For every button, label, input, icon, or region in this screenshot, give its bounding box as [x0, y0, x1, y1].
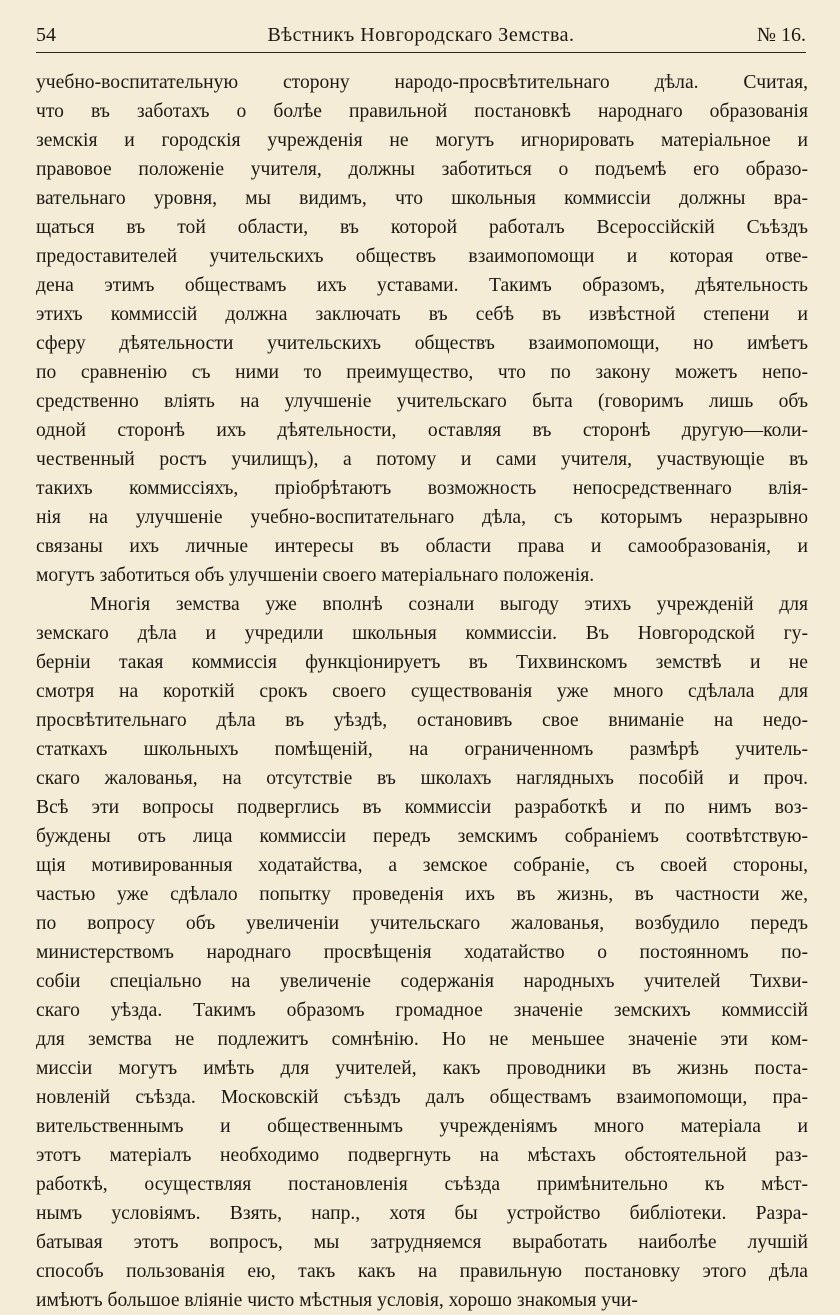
text-line: буждены отъ лица коммиссіи передъ земскимъ собраніемъ соотвѣтствую-	[36, 826, 808, 847]
text-line: нымъ условіямъ. Взять, напр., хотя бы устройство библіотеки. Разра-	[36, 1203, 808, 1224]
text-line: сферу дѣятельности учительскихъ обществъ взаимопомощи, но имѣетъ	[36, 333, 808, 354]
issue-number: № 16.	[756, 24, 806, 46]
text-line: щаться въ той области, въ которой работалъ Всероссійскій Съѣздъ	[36, 217, 808, 238]
text-line: работкѣ, осуществляя постановленія съѣзда примѣнительно къ мѣст-	[36, 1174, 808, 1195]
text-line: для земства не подлежитъ сомнѣнію. Но не меньшее значеніе эти ком-	[36, 1029, 808, 1050]
text-line: вительственнымъ и общественнымъ учрежденіямъ много матеріала и	[36, 1116, 808, 1137]
text-line: могутъ заботиться объ улучшеніи своего матеріальнаго положенія.	[36, 565, 595, 586]
text-line: земскаго дѣла и учредили школьныя коммиссіи. Въ Новгородской гу-	[36, 623, 808, 644]
text-line: что въ заботахъ о болѣе правильной постановкѣ народнаго образованія	[36, 101, 808, 122]
text-line: по вопросу объ увеличеніи учительскаго жалованья, возбудило передъ	[36, 913, 808, 934]
text-line: способъ пользованія ею, такъ какъ на правильную постановку этого дѣла	[36, 1261, 808, 1282]
page-number: 54	[36, 24, 56, 46]
text-line: средственно вліять на улучшеніе учительскаго быта (говоримъ лишь объ	[36, 391, 808, 412]
text-line: связаны ихъ личные интересы въ области права и самообразованія, и	[36, 536, 808, 557]
text-line: собіи спеціально на увеличеніе содержанія народныхъ учителей Тихви-	[36, 971, 808, 992]
text-line: просвѣтительнаго дѣла въ уѣздѣ, остановивъ свое вниманіе на недо-	[36, 710, 808, 731]
text-line: статкахъ школьныхъ помѣщеній, на ограниченномъ размѣрѣ учитель-	[36, 739, 808, 760]
text-line: министерствомъ народнаго просвѣщенія ходатайство о постоянномъ по-	[36, 942, 808, 963]
text-line: Всѣ эти вопросы подверглись въ коммиссіи разработкѣ и по нимъ воз-	[36, 797, 808, 818]
text-line: такихъ коммиссіяхъ, пріобрѣтаютъ возможность непосредственнаго влія-	[36, 478, 808, 499]
text-line: нія на улучшеніе учебно-воспитательнаго дѣла, съ которымъ неразрывно	[36, 507, 808, 528]
text-line: этотъ матеріалъ необходимо подвергнуть на мѣстахъ обстоятельной раз-	[36, 1145, 808, 1166]
text-line: учебно-воспитательную сторону народо-просвѣтительнаго дѣла. Считая,	[36, 72, 808, 93]
text-line: вательнаго уровня, мы видимъ, что школьныя коммиссіи должны вра-	[36, 188, 808, 209]
text-line: берніи такая коммиссія функціонируетъ въ Тихвинскомъ земствѣ и не	[36, 652, 808, 673]
text-line: одной сторонѣ ихъ дѣятельности, оставляя въ сторонѣ другую—коли-	[36, 420, 808, 441]
text-line: Многія земства уже вполнѣ сознали выгоду этихъ учрежденій для	[90, 594, 808, 615]
article-body	[36, 68, 808, 1315]
text-line: дена этимъ обществамъ ихъ уставами. Такимъ образомъ, дѣятельность	[36, 275, 808, 296]
paragraph	[36, 590, 808, 1315]
text-line: батывая этотъ вопросъ, мы затрудняемся выработать наиболѣе лучшій	[36, 1232, 808, 1253]
text-line: чественный ростъ училищъ), а потому и сами учителя, участвующіе въ	[36, 449, 808, 470]
text-line: смотря на короткій срокъ своего существованія уже много сдѣлала для	[36, 681, 808, 702]
text-line: скаго жалованья, на отсутствіе въ школахъ наглядныхъ пособій и проч.	[36, 768, 808, 789]
text-line: предоставителей учительскихъ обществъ взаимопомощи и которая отве-	[36, 246, 808, 267]
text-line: щія мотивированныя ходатайства, а земское собраніе, съ своей стороны,	[36, 855, 808, 876]
text-line: скаго уѣзда. Такимъ образомъ громадное значеніе земскихъ коммиссій	[36, 1000, 808, 1021]
text-line: по сравненію съ ними то преимущество, что по закону можетъ непо-	[36, 362, 808, 383]
text-line: частью уже сдѣлало попытку проведенія ихъ въ жизнь, въ частности же,	[36, 884, 808, 905]
text-line: миссіи могутъ имѣть для учителей, какъ проводники въ жизнь поста-	[36, 1058, 808, 1079]
text-line: этихъ коммиссій должна заключать въ себѣ въ извѣстной степени и	[36, 304, 808, 325]
text-line: правовое положеніе учителя, должны заботиться о подъемѣ его образо-	[36, 159, 808, 180]
text-line: имѣютъ большое вліяніе чисто мѣстныя условія, хорошо знакомыя учи-	[36, 1290, 638, 1311]
paragraph	[36, 68, 808, 590]
running-header	[36, 22, 806, 53]
text-line: новленій съѣзда. Московскій съѣздъ далъ обществамъ взаимопомощи, пра-	[36, 1087, 808, 1108]
text-line: земскія и городскія учрежденія не могутъ игнорировать матеріальное и	[36, 130, 808, 151]
journal-title: Вѣстникъ Новгородскаго Земства.	[267, 24, 575, 46]
